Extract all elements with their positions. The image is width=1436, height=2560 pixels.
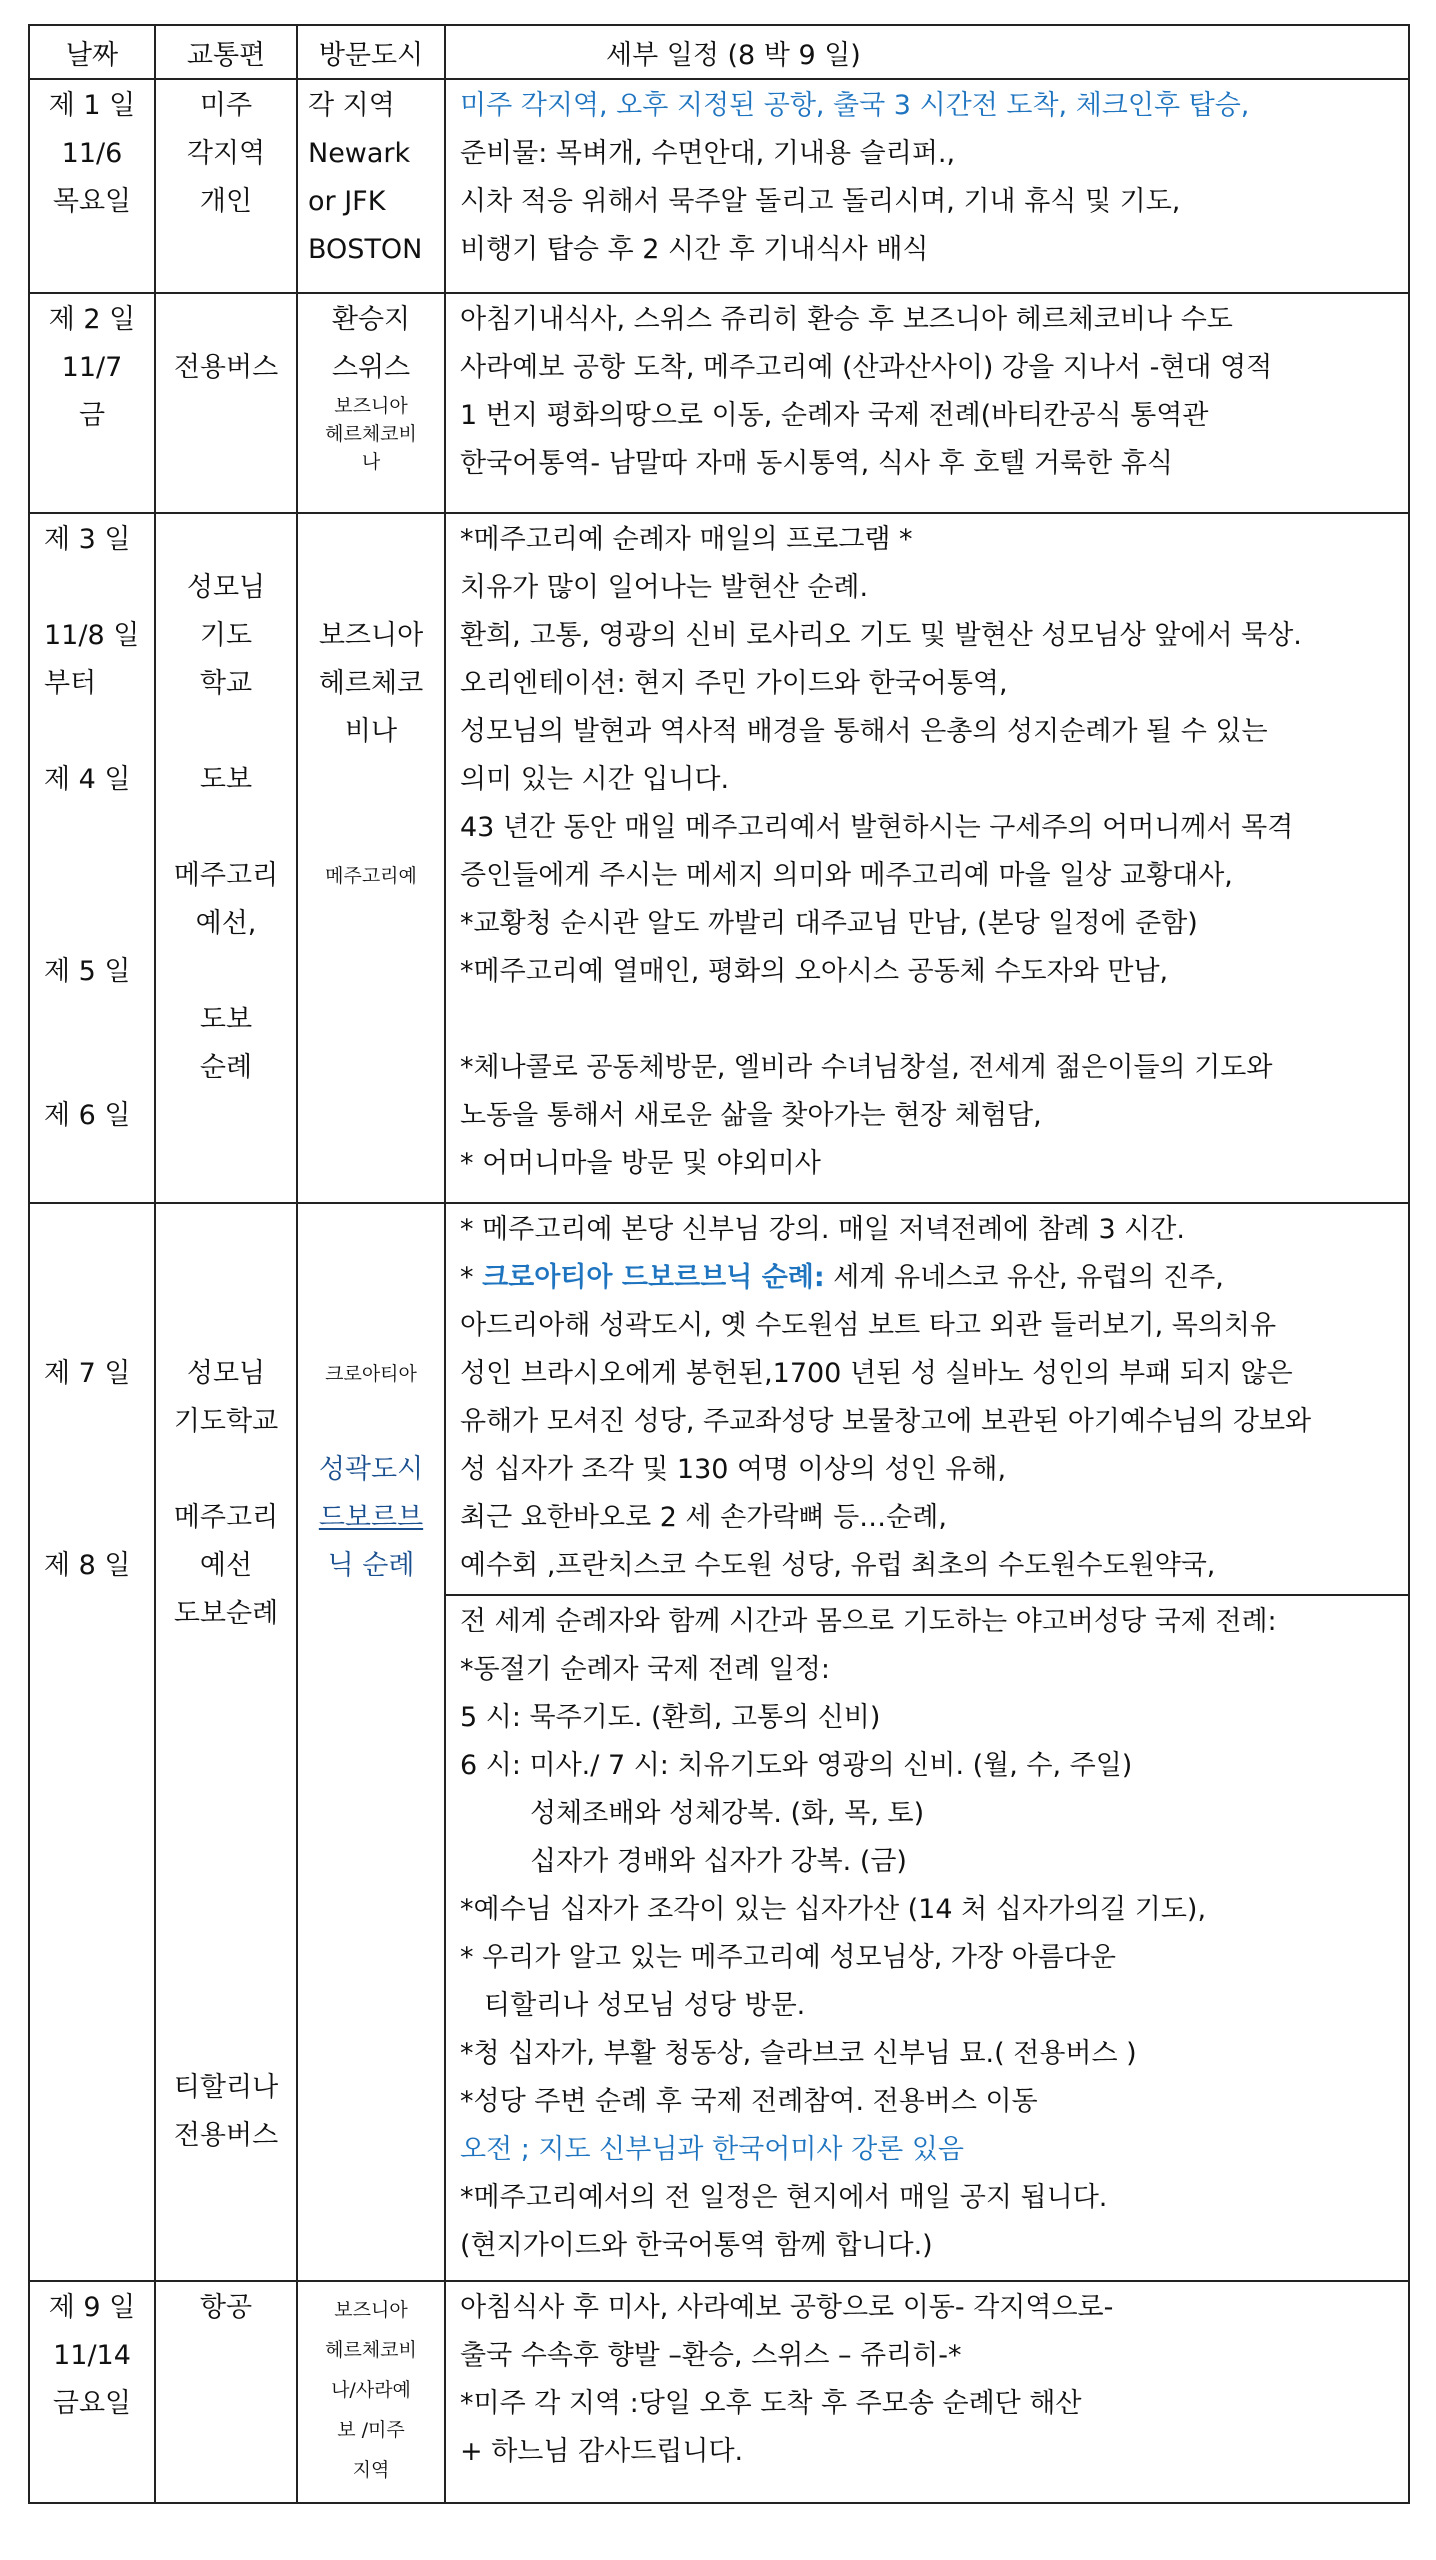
date-line — [44, 564, 154, 612]
city-cell — [297, 1203, 445, 2281]
date-line: 제 3 일 — [44, 524, 131, 555]
transport-line — [156, 1254, 296, 1302]
city-line: 비나 — [344, 716, 398, 747]
date-cell — [29, 2281, 155, 2503]
details-cell — [445, 1203, 1409, 2281]
itinerary-table — [28, 24, 1410, 2504]
date-line — [44, 1206, 154, 1254]
date-line: 금 — [78, 400, 106, 431]
detail-line: 오전 ; 지도 신부님과 한국어미사 강론 있음 — [460, 2134, 964, 2165]
city-cell — [297, 2281, 445, 2503]
date-line: 11/8 일 — [44, 620, 140, 651]
city-cell — [297, 79, 445, 293]
detail-line: (현지가이드와 한국어통역 함께 합니다.) — [460, 2230, 933, 2261]
detail-line: 환희, 고통, 영광의 신비 로사리오 기도 및 발현산 성모님상 앞에서 묵상. — [460, 620, 1302, 651]
transport-line: 예선, — [195, 908, 257, 939]
details-cell — [445, 2281, 1409, 2503]
city-line: 메주고리예 — [325, 865, 417, 887]
date-line: 제 1 일 — [48, 90, 136, 121]
transport-line — [156, 516, 296, 564]
city-line — [298, 756, 444, 804]
city-line: 각 지역 — [308, 90, 395, 121]
detail-line: 아침식사 후 미사, 사라예보 공항으로 이동- 각지역으로- — [460, 2292, 1114, 2323]
city-line: 성곽도시 — [318, 1454, 424, 1485]
detail-line: 사라예보 공항 도착, 메주고리예 (산과산사이) 강을 지나서 -현대 영적 — [460, 352, 1273, 383]
date-cell — [29, 513, 155, 1203]
transport-line: 메주고리 — [173, 1502, 279, 1533]
detail-line: + 하느님 감사드립니다. — [460, 2436, 744, 2467]
transport-line — [156, 708, 296, 756]
detail-line: 아드리아해 성곽도시, 옛 수도원섬 보트 타고 외관 들러보기, 목의치유 — [460, 1310, 1277, 1341]
date-line: 금요일 — [52, 2388, 132, 2419]
date-line: 제 4 일 — [44, 764, 131, 795]
city-line — [298, 1254, 444, 1302]
date-line: 부터 — [44, 668, 97, 699]
detail-line: 5 시: 묵주기도. (환희, 고통의 신비) — [460, 1702, 881, 1733]
header-details: 세부 일정 (8 박 9 일) — [445, 25, 1409, 79]
city-cell — [297, 293, 445, 513]
date-cell — [29, 79, 155, 293]
detail-line: * 우리가 알고 있는 메주고리예 성모님상, 가장 아름다운 — [460, 1942, 1116, 1973]
detail-line: 시차 적응 위해서 묵주알 돌리고 돌리시며, 기내 휴식 및 기도, — [460, 186, 1181, 217]
city-cell — [297, 513, 445, 1203]
date-line: 목요일 — [52, 186, 132, 217]
table-row — [29, 513, 1409, 1203]
detail-line: *청 십자가, 부활 청동상, 슬라브코 신부님 묘.( 전용버스 ) — [460, 2038, 1137, 2069]
city-line: 나/사라예 — [331, 2379, 411, 2401]
detail-line: *메주고리예 순례자 매일의 프로그램 * — [460, 524, 913, 555]
city-line: BOSTON — [308, 234, 423, 265]
date-line: 제 6 일 — [44, 1100, 131, 1131]
detail-line: 성인 브라시오에게 봉헌된,1700 년된 성 실바노 성인의 부패 되지 않은 — [460, 1358, 1293, 1389]
city-line: 보 /미주 — [337, 2419, 405, 2441]
detail-line: 준비물: 목벼개, 수면안대, 기내용 슬리퍼., — [460, 138, 956, 169]
detail-line: 성모님의 발현과 역사적 배경을 통해서 은총의 성지순례가 될 수 있는 — [460, 716, 1268, 747]
detail-line: 의미 있는 시간 입니다. — [460, 764, 730, 795]
transport-line: 미주 — [199, 90, 253, 121]
date-line: 11/7 — [61, 352, 123, 383]
table-row — [29, 1203, 1409, 2281]
city-line — [298, 1302, 444, 1350]
transport-cell — [155, 513, 297, 1203]
detail-line: *체나콜로 공동체방문, 엘비라 수녀님창설, 전세계 젊은이들의 기도와 — [460, 1052, 1273, 1083]
transport-line: 개인 — [199, 186, 253, 217]
detail-line: 출국 수속후 향발 –환승, 스위스 – 쥬리히-* — [460, 2340, 962, 2371]
city-line — [298, 1206, 444, 1254]
date-line — [44, 1398, 154, 1446]
transport-line: 도보 — [199, 764, 253, 795]
transport-line — [156, 1446, 296, 1494]
detail-line: 유해가 모셔진 성당, 주교좌성당 보물창고에 보관된 아기예수님의 강보와 — [460, 1406, 1312, 1437]
transport-line: 예선 — [199, 1550, 253, 1581]
city-line: 헤르체코비 — [325, 423, 417, 445]
detail-rest: 세계 유네스코 유산, 유럽의 진주, — [824, 1262, 1224, 1293]
city-line: 스위스 — [331, 352, 411, 383]
transport-line: 메주고리 — [173, 860, 279, 891]
details-cell — [445, 293, 1409, 513]
detail-line: *메주고리예 열매인, 평화의 오아시스 공동체 수도자와 만남, — [460, 956, 1169, 987]
transport-line: 기도학교 — [173, 1406, 279, 1437]
date-cell — [29, 1203, 155, 2281]
details-cell — [445, 513, 1409, 1203]
transport-line — [156, 948, 296, 996]
date-line — [44, 1044, 154, 1092]
transport-line: 전용버스 — [173, 2120, 279, 2151]
section-divider — [446, 1594, 1408, 1596]
detail-line: 최근 요한바오로 2 세 손가락뼈 등…순례, — [460, 1502, 947, 1533]
transport-line: 성모님 — [186, 572, 266, 603]
date-line — [44, 1254, 154, 1302]
header-transport: 교통편 — [155, 25, 297, 79]
detail-line: 비행기 탑승 후 2 시간 후 기내식사 배식 — [460, 234, 929, 265]
date-line — [44, 900, 154, 948]
detail-prefix: * — [460, 1262, 483, 1293]
details-cell — [445, 79, 1409, 293]
detail-line — [460, 1254, 1400, 1302]
city-line — [298, 804, 444, 852]
date-line: 제 5 일 — [44, 956, 131, 987]
transport-line: 기도 — [199, 620, 253, 651]
transport-line: 항공 — [199, 2292, 253, 2323]
city-line: 지역 — [352, 2459, 390, 2481]
city-line — [298, 516, 444, 564]
transport-cell — [155, 293, 297, 513]
detail-line: 오리엔테이션: 현지 주민 가이드와 한국어통역, — [460, 668, 1008, 699]
detail-line: 아침기내식사, 스위스 쥬리히 환승 후 보즈니아 헤르체코비나 수도 — [460, 304, 1233, 335]
city-line: 나 — [361, 451, 381, 473]
detail-line: 43 년간 동안 매일 메주고리예서 발현하시는 구세주의 어머니께서 목격 — [460, 812, 1294, 843]
city-line: 크로아티아 — [325, 1363, 417, 1385]
date-line — [44, 996, 154, 1044]
date-line: 제 9 일 — [48, 2292, 136, 2323]
detail-line: 1 번지 평화의땅으로 이동, 순례자 국제 전례(바티칸공식 통역관 — [460, 400, 1209, 431]
date-line — [44, 1446, 154, 1494]
detail-line: *메주고리예서의 전 일정은 현지에서 매일 공지 됩니다. — [460, 2182, 1108, 2213]
date-line: 제 7 일 — [44, 1358, 131, 1389]
table-row — [29, 2281, 1409, 2503]
detail-line: *성당 주변 순례 후 국제 전례참여. 전용버스 이동 — [460, 2086, 1038, 2117]
detail-line: 미주 각지역, 오후 지정된 공항, 출국 3 시간전 도착, 체크인후 탑승, — [460, 90, 1250, 121]
city-line: or JFK — [308, 186, 386, 217]
transport-line — [156, 1302, 296, 1350]
header-date: 날짜 — [29, 25, 155, 79]
transport-cell — [155, 79, 297, 293]
city-line: Newark — [308, 138, 411, 169]
city-line: 드보르브 — [318, 1502, 424, 1533]
date-line — [44, 1494, 154, 1542]
itinerary-sheet — [28, 24, 1408, 2504]
city-line: 닉 순례 — [327, 1550, 415, 1581]
date-line — [44, 852, 154, 900]
detail-line: *동절기 순례자 국제 전례 일정: — [460, 1654, 830, 1685]
date-line: 제 2 일 — [48, 304, 136, 335]
date-cell — [29, 293, 155, 513]
detail-line: 예수회 ,프란치스코 수도원 성당, 유럽 최초의 수도원수도원약국, — [460, 1550, 1216, 1581]
date-line: 제 8 일 — [44, 1550, 131, 1581]
detail-line: 증인들에게 주시는 메세지 의미와 메주고리예 마을 일상 교황대사, — [460, 860, 1233, 891]
detail-line: 치유가 많이 일어나는 발현산 순례. — [460, 572, 869, 603]
detail-line: * 메주고리예 본당 신부님 강의. 매일 저녁전례에 참례 3 시간. — [460, 1214, 1185, 1245]
transport-line: 티할리나 — [173, 2072, 279, 2103]
city-line — [298, 1398, 444, 1446]
detail-line: *미주 각 지역 :당일 오후 도착 후 주모송 순례단 해산 — [460, 2388, 1082, 2419]
transport-line: 전용버스 — [173, 352, 279, 383]
city-line: 환승지 — [331, 304, 411, 335]
date-line — [44, 1302, 154, 1350]
date-line: 11/14 — [53, 2340, 131, 2371]
transport-line: 각지역 — [186, 138, 266, 169]
detail-line: 티할리나 성모님 성당 방문. — [484, 1990, 806, 2021]
transport-cell — [155, 2281, 297, 2503]
transport-line: 성모님 — [186, 1358, 266, 1389]
city-line: 헤르체코비 — [325, 2339, 417, 2361]
table-row — [29, 79, 1409, 293]
detail-line: 6 시: 미사./ 7 시: 치유기도와 영광의 신비. (월, 수, 주일) — [460, 1750, 1133, 1781]
detail-line — [460, 996, 1400, 1044]
date-line — [44, 804, 154, 852]
city-line: 보즈니아 — [318, 620, 424, 651]
detail-line: 성 십자가 조각 및 130 여명 이상의 성인 유해, — [460, 1454, 1007, 1485]
city-line: 보즈니아 — [334, 2299, 408, 2321]
detail-line: *교황청 순시관 알도 까발리 대주교님 만남, (본당 일정에 준함) — [460, 908, 1198, 939]
header-city: 방문도시 — [297, 25, 445, 79]
table-row — [29, 293, 1409, 513]
transport-line: 도보 — [199, 1004, 253, 1035]
transport-line: 도보순례 — [173, 1598, 279, 1629]
transport-line: 학교 — [199, 668, 253, 699]
transport-cell — [155, 1203, 297, 2281]
detail-highlight: 크로아티아 드보르브닉 순례: — [482, 1262, 825, 1293]
city-line — [298, 564, 444, 612]
detail-line: 노동을 통해서 새로운 삶을 찾아가는 현장 체험담, — [460, 1100, 1042, 1131]
detail-line: 한국어통역- 남말따 자매 동시통역, 식사 후 호텔 거룩한 휴식 — [460, 448, 1173, 479]
city-line: 보즈니아 — [334, 395, 408, 417]
detail-line: 성체조배와 성체강복. (화, 목, 토) — [530, 1798, 925, 1829]
detail-line: 전 세계 순례자와 함께 시간과 몸으로 기도하는 야고버성당 국제 전례: — [460, 1606, 1277, 1637]
date-line — [44, 708, 154, 756]
detail-line: *예수님 십자가 조각이 있는 십자가산 (14 처 십자가의길 기도), — [460, 1894, 1207, 1925]
transport-line — [156, 804, 296, 852]
transport-line — [156, 296, 296, 344]
transport-line — [156, 1206, 296, 1254]
date-line: 11/6 — [61, 138, 123, 169]
detail-line: * 어머니마을 방문 및 야외미사 — [460, 1148, 821, 1179]
header-row — [29, 25, 1409, 79]
detail-line: 십자가 경배와 십자가 강복. (금) — [530, 1846, 907, 1877]
city-line: 헤르체코 — [318, 668, 424, 699]
transport-line: 순례 — [199, 1052, 253, 1083]
